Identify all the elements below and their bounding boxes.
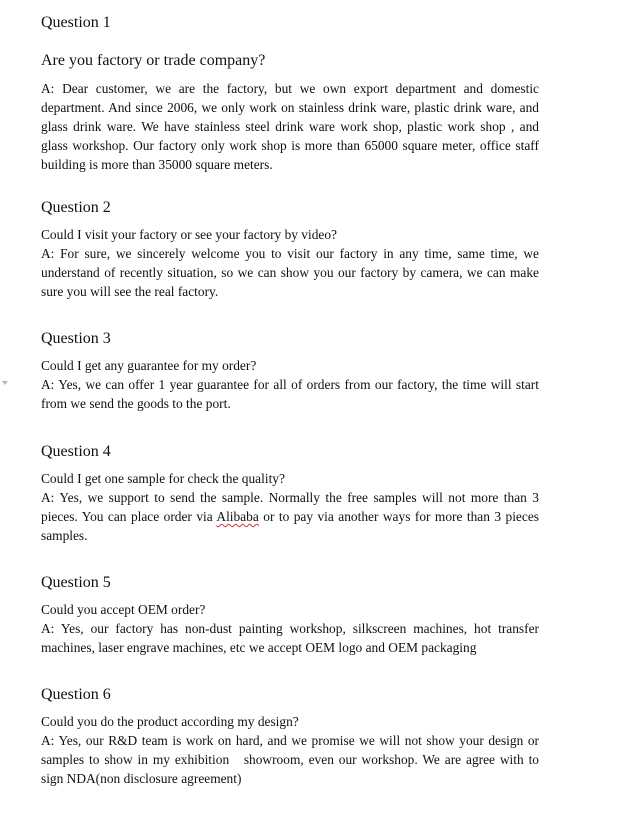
question-heading: Question 1 — [41, 14, 111, 31]
answer-text: A: For sure, we sincerely welcome you to visit our factory in any time, same time, we understand of recently situation, so we can show you our factory by camera, we can make sure you will see the real factory. — [41, 246, 539, 299]
answer-text-part: A: Yes, we support to send the sample. Normally the free samples will not more than 3 pieces. You can place order via — [41, 490, 539, 524]
answer-text: A: Yes, we can offer 1 year guarantee for all of orders from our factory, the time will start from we send the goods to the port. — [41, 377, 539, 411]
faq-section-2 — [41, 198, 539, 329]
answer-text: A: Dear customer, we are the factory, but we own export department and domestic department. And since 2006, we only work on stainless drink ware, plastic drink ware, and glass drink ware. We have stainless steel drink ware work shop, plastic work shop , and glass workshop. Our factory only work shop is more than 65000 square meter, office staff building is more than 35000 square meters. — [41, 81, 539, 172]
question-text: Could I get any guarantee for my order? — [41, 358, 257, 373]
answer-text: A: Yes, our factory has non-dust painting workshop, silkscreen machines, hot transfer machines, laser engrave machines, etc we accept OEM logo and OEM packaging — [41, 621, 539, 655]
question-heading: Question 6 — [41, 686, 111, 703]
faq-section-6 — [41, 685, 543, 788]
question-heading: Question 5 — [41, 574, 111, 591]
document-page — [41, 13, 543, 788]
question-text: Are you factory or trade company? — [41, 52, 266, 69]
answer-text: A: Yes, our R&D team is work on hard, and we promise we will not show your design or samples to show in my exhibition showroom, even our workshop. We are agree with to sign NDA(non disclosure agreement) — [41, 733, 543, 786]
question-text: Could I get one sample for check the quality? — [41, 471, 285, 486]
faq-section-5 — [41, 573, 539, 685]
question-text: Could you accept OEM order? — [41, 602, 206, 617]
spellcheck-word: Alibaba — [216, 509, 259, 524]
answer-text-part: or to pay via another ways for more than 3 pieces samples. — [41, 509, 539, 543]
margin-marker-icon — [2, 381, 8, 385]
question-text: Could you do the product according my design? — [41, 714, 299, 729]
answer-text — [41, 488, 539, 545]
question-heading: Question 4 — [41, 443, 111, 460]
question-heading: Question 3 — [41, 330, 111, 347]
faq-section-3 — [41, 329, 539, 442]
question-heading: Question 2 — [41, 199, 111, 216]
faq-section-1 — [41, 13, 539, 198]
faq-section-4 — [41, 442, 539, 573]
question-text: Could I visit your factory or see your factory by video? — [41, 227, 337, 242]
